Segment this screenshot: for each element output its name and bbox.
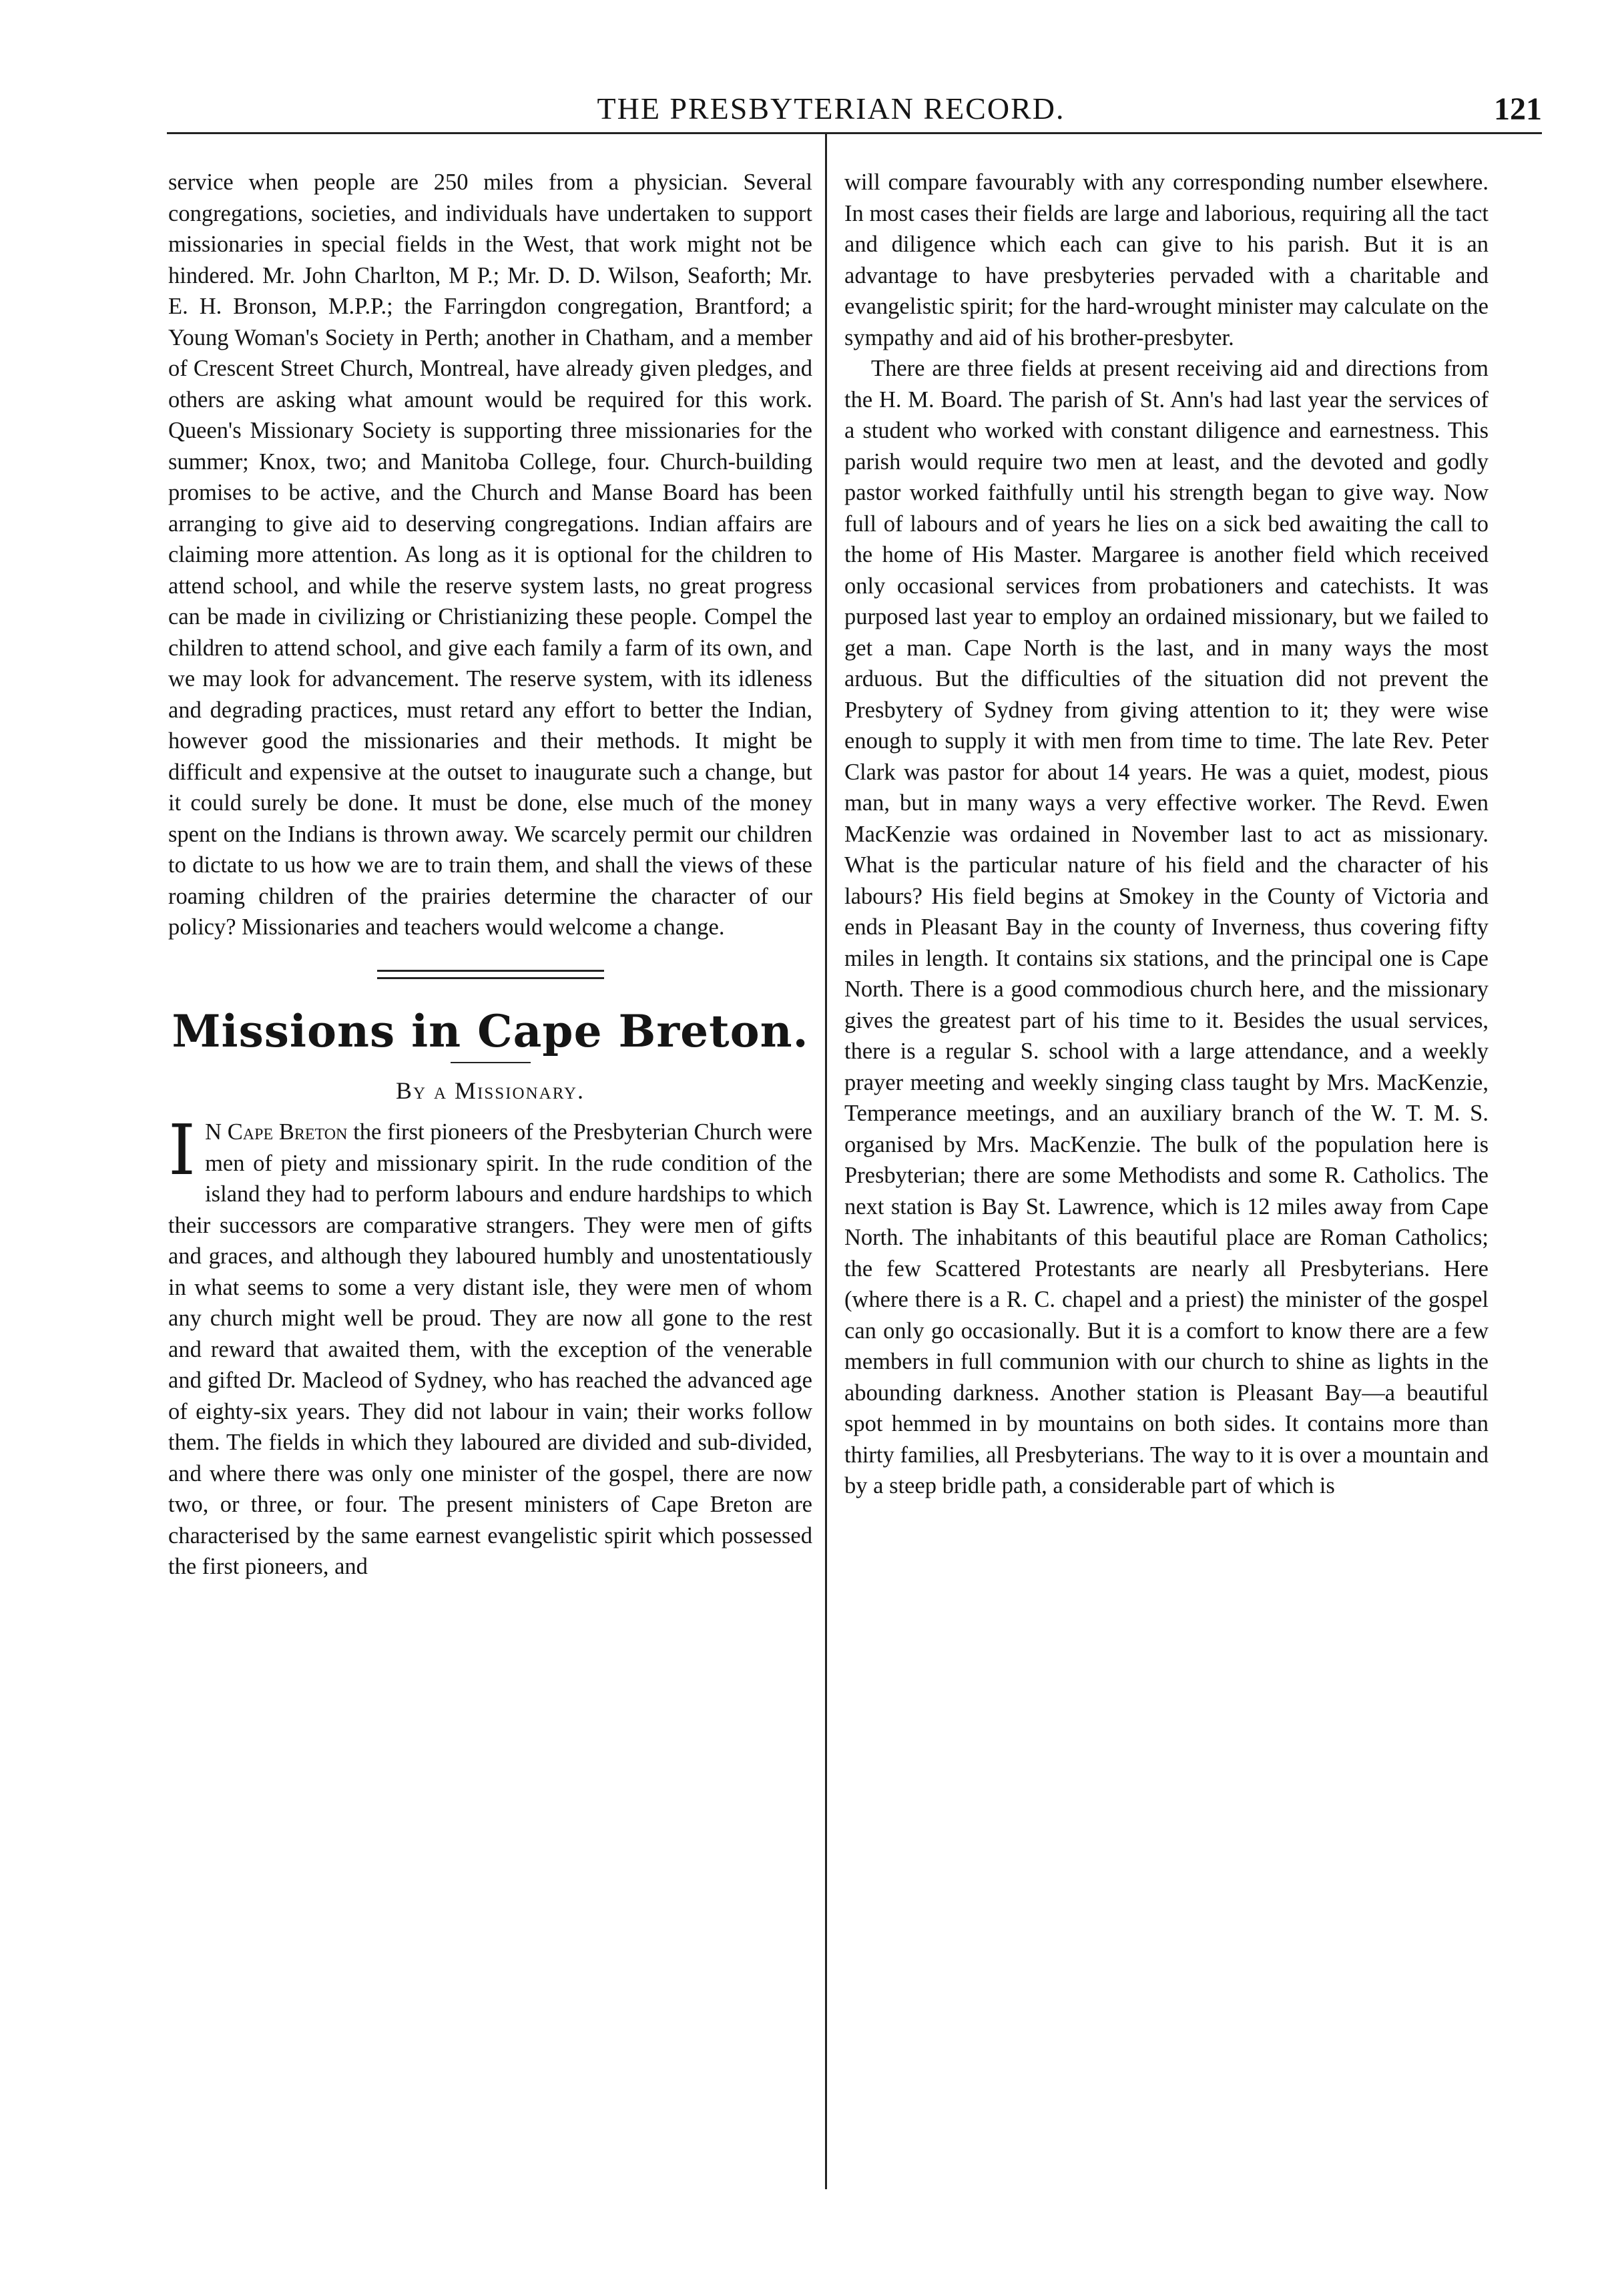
title-underline — [451, 1062, 531, 1063]
right-column — [844, 167, 1489, 1502]
section-separator — [377, 970, 604, 979]
lead-paragraph-text: the first pioneers of the Presbyterian Church were men of piety and missionary spirit. In the rude condition of the island they had to perform labours and endure hardships to which their successors are comparative strangers. They were men of gifts and graces, and although they laboured humbly and unostentatiously in what seems to some a very distant isle, they were men of whom any church might well be proud. They are now all gone to the rest and reward that awaited them, with the exception of the venerable and gifted Dr. Macleod of Sydney, who has reached the advanced age of eighty-six years. They did not labour in vain; their works follow them. The fields in which they laboured are divided and sub-divided, and where there was only one minister of the gospel, there are now two, or three, or four. The present ministers of Cape Breton are characterised by the same earnest evangelistic spirit which possessed the first pioneers, and — [168, 1119, 812, 1579]
lead-paragraph — [168, 1109, 812, 1583]
section-title: Missions in Cape Breton. — [172, 1005, 809, 1057]
journal-title: THE PRESBYTERIAN RECORD. — [597, 91, 1065, 125]
page-number: 121 — [1494, 91, 1542, 127]
left-paragraph-continued: service when people are 250 miles from a physician. Several congregations, societies, and individuals have undertaken to support missionaries in special fields in the West, that work might not be hindered. Mr. John Charlton, M P.; Mr. D. D. Wilson, Seaforth; Mr. E. H. Bronson, M.P.P.; the Farringdon congregation, Brantford; a Young Woman's Society in Perth; another in Chatham, and a member of Crescent Street Church, Montreal, have already given pledges, and others are asking what amount would be required for this work. Queen's Missionary Society is supporting three missionaries for the summer; Knox, two; and Manitoba College, four. Church-building promises to be active, and the Church and Manse Board has been arranging to give aid to deserving congregations. Indian affairs are claiming more attention. As long as it is optional for the children to attend school, and while the reserve system lasts, no great progress can be made in civilizing or Christianizing these people. Compel the children to attend school, and give each family a farm of its own, and we may look for advancement. The reserve system, with its idleness and degrading practices, must retard any effort to better the Indian, however good the missionaries and their methods. It might be difficult and expensive at the outset to inaugurate such a change, but it could surely be done. It must be done, else much of the money spent on the Indians is thrown away. We scarcely permit our children to dictate to us how we are to train them, and shall the views of these roaming children of the prairies determine the character of our policy? Missionaries and teachers would welcome a change. — [168, 170, 812, 940]
right-paragraph-continued: will compare favourably with any corresponding number elsewhere. In most cases their fields are large and laborious, requiring all the tact and diligence which each can give to his parish. But it is an advantage to have presbyteries pervaded with a charitable and evangelistic spirit; for the hard-wrought minister may calculate on the sympathy and aid of his brother-presbyter. — [844, 170, 1489, 350]
drop-cap-letter: I — [168, 1109, 196, 1191]
right-paragraph-fields: There are three fields at present receiving aid and directions from the H. M. Board. The parish of St. Ann's had last year the services of a student who worked with constant diligence and earnestness. This parish would require two men at least, and the devoted and godly pastor worked faithfully until his strength began to give way. Now full of labours and of years he lies on a sick bed awaiting the call to the home of His Master. Margaree is another field which received only occasional services from probationers and catechists. It was purposed last year to employ an ordained missionary, but we failed to get a man. Cape North is the last, and in many ways the most arduous. But the difficulties of the situation did not prevent the Presbytery of Sydney from giving attention to it; they were wise enough to supply it with men from time to time. The late Rev. Peter Clark was pastor for about 14 years. He was a quiet, modest, pious man, but in many ways a very effective worker. The Revd. Ewen MacKenzie was ordained in November last to act as missionary. What is the particular nature of his field and the character of his labours? His field begins at Smokey in the County of Victoria and ends in Pleasant Bay in the county of Inverness, thus covering fifty miles in length. It contains six stations, and the principal one is Cape North. There is a good commodious church here, and the missionary gives the greatest part of his time to it. Besides the usual services, there is a regular S. school with a large attendance, and a weekly prayer meeting and weekly singing class taught by Mrs. MacKenzie, Temperance meetings, and an auxiliary branch of the W. T. M. S. organised by Mrs. MacKenzie. The bulk of the population here is Presbyterian; there are some Methodists and some R. Catholics. The next station is Bay St. Lawrence, which is 12 miles away from Cape North. The inhabitants of this beautiful place are Roman Catholics; the few Scattered Protestants are nearly all Presbyterians. Here (where there is a R. C. chapel and a priest) the minister of the gospel can only go occasionally. But it is a comfort to know there are a few members in full communion with our church to shine as lights in the abounding darkness. Another station is Pleasant Bay—a beautiful spot hemmed in by mountains on both sides. It contains more than thirty families, all Presbyterians. The way to it is over a mountain and by a steep bridle path, a considerable part of which is — [844, 356, 1489, 1498]
left-column — [168, 167, 812, 1583]
lead-small-caps: N Cape Breton — [205, 1119, 348, 1145]
running-header — [167, 85, 1542, 132]
column-divider — [825, 133, 827, 2189]
byline: By a Missionary. — [395, 1077, 585, 1104]
header-rule — [167, 132, 1542, 134]
